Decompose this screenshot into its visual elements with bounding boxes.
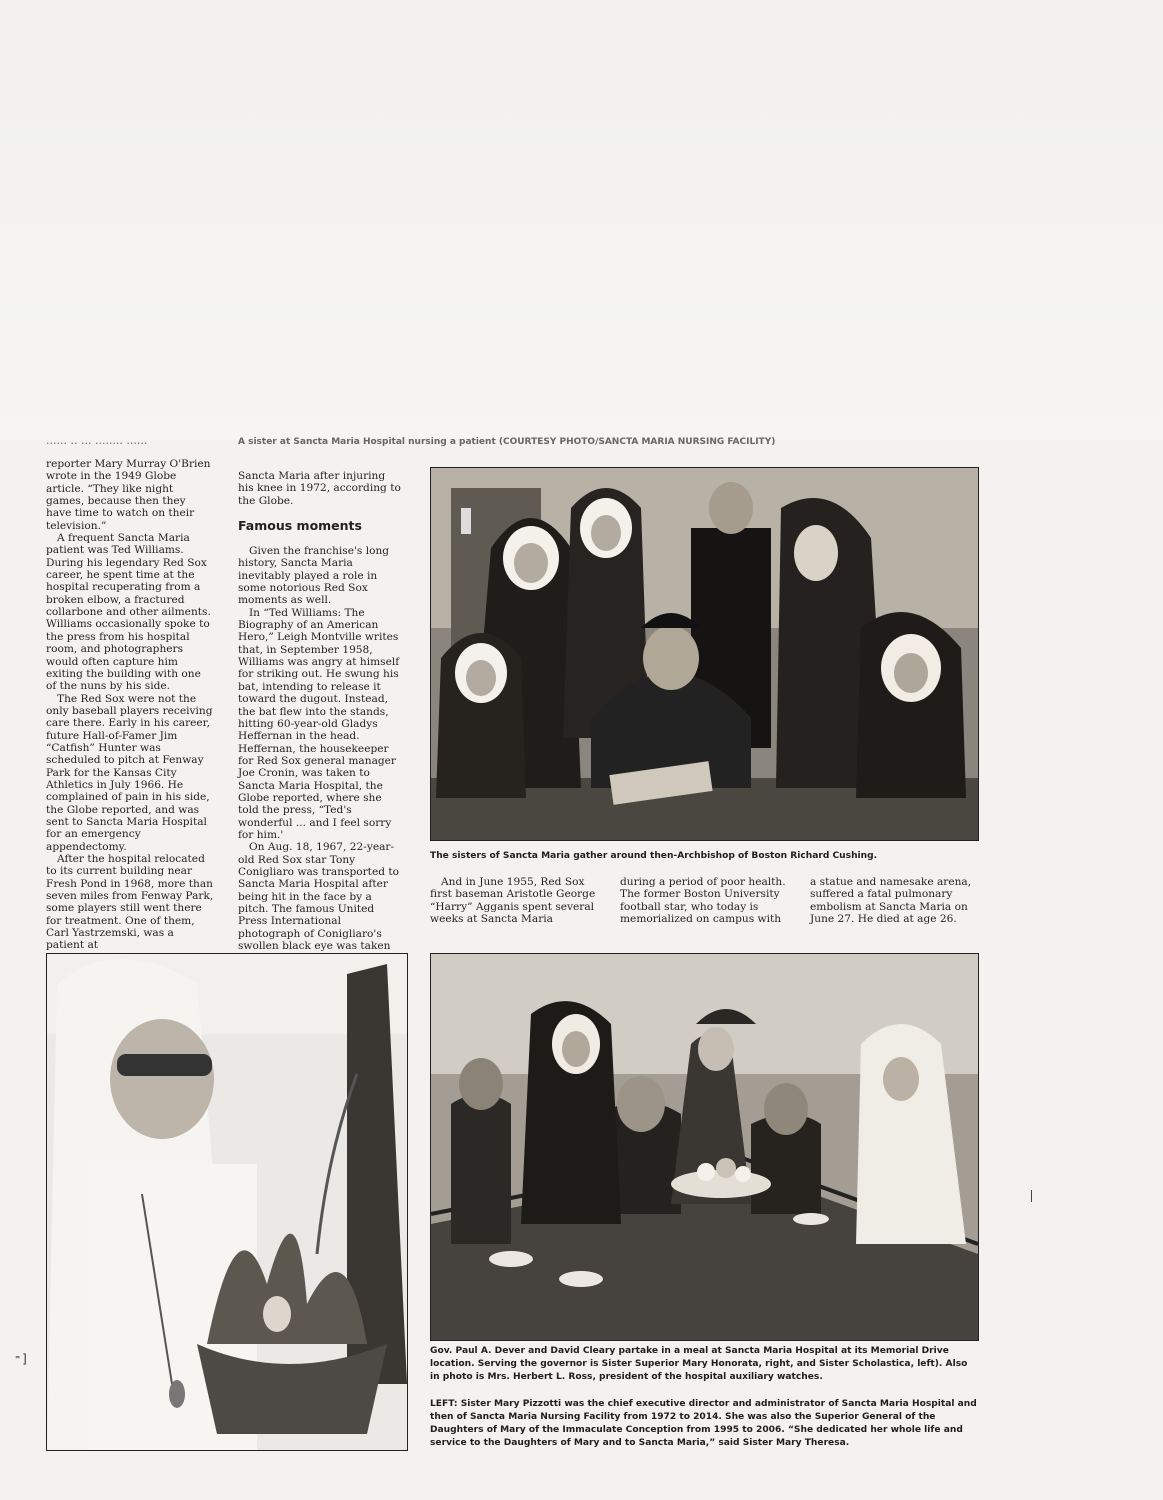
photo1-caption: The sisters of Sancta Maria gather around then-Archbishop of Boston Richard Cushing.	[430, 851, 878, 861]
photo-sisters-archbishop	[430, 467, 979, 841]
side-tick	[1031, 1190, 1032, 1202]
blank-top-area	[0, 0, 1163, 440]
col2-paragraph: In “Ted Williams: The Biography of an American Hero,” Leigh Montville writes that, in September 1958, Williams was angry at himself for striking out. He swung his bat, intending to release it toward the dugout. Instead, the bat flew into the stands, hitting 60-year-old Gladys Heffernan in the head. Heffernan, the housekeeper for Red Sox general manager Joe Cronin, was taken to Sancta Maria Hospital, the Globe reported, where she told the press, “Ted's wonderful ... and I feel sorry for him.'	[238, 606, 400, 841]
col1-paragraph: The Red Sox were not the only baseball players receiving care there. Early in his career, future Hall-of-Famer Jim “Catfish” Hunter was scheduled to pitch at Fenway Park for the Kansas City Athletics in July 1966. He complained of pain in his side, the Globe reported, and was sent to Sancta Maria Hospital for an emergency appendectomy.	[46, 692, 213, 853]
article-column-2	[238, 470, 404, 965]
col2-paragraph: On Aug. 18, 1967, 22-year-old Red Sox star Tony Conigliaro was transported to Sancta Maria Hospital after being hit in the face by a pitch. The famous United Press International photograph of Conigliaro's swollen black eye was taken	[238, 841, 399, 953]
article-column-1	[46, 458, 214, 952]
photo3-caption: Gov. Paul A. Dever and David Cleary partake in a meal at Sancta Maria Hospital at its Memorial Drive location. Serving the governor is Sister Superior Mary Honorata, right, and Sister Scholastica, left). Also in photo is Mrs. Herbert L. Ross, president of the hospital auxiliary watches.	[430, 1346, 968, 1382]
bottom-col-text: during a period of poor health. The former Boston University football star, who today is memorialized on campus with	[620, 876, 786, 926]
col1-paragraph: reporter Mary Murray O'Brien wrote in the 1949 Globe article. “They like night games, because then they have time to watch on their television.”	[46, 458, 211, 532]
photo2-caption: LEFT: Sister Mary Pizzotti was the chief executive director and administrator of Sancta Maria Hospital and then of Sancta Maria Nursing Facility from 1972 to 2014. She was also the Superior General of the Daughters of Mary of the Immaculate Conception from 1995 to 2006. “She dedicated her whole life and service to the Daughters of Mary and to Sancta Maria,” said Sister Mary Theresa.	[430, 1399, 977, 1448]
cut-caption-top: A sister at Sancta Maria Hospital nursing a patient (COURTESY PHOTO/SANCTA MARIA NURSING FACILITY)	[238, 437, 776, 447]
bottom-col-text: And in June 1955, Red Sox first baseman Aristotle George “Harry” Agganis spent several weeks at Sancta Maria	[430, 876, 596, 926]
col1-paragraph: After the hospital relocated to its current building near Fresh Pond in 1968, more than seven miles from Fenway Park, some players still went there for treatment. One of them, Carl Yastrzemski, was a patient at	[46, 853, 214, 952]
col2-lead: Sancta Maria after injuring his knee in 1972, according to the Globe.	[238, 470, 401, 507]
col2-paragraph: Given the franchise's long history, Sancta Maria inevitably played a role in some notorious Red Sox moments as well.	[238, 545, 390, 607]
bottom-col-text: a statue and namesake arena, suffered a fatal pulmonary embolism at Sancta Maria on June 27. He died at age 26.	[810, 876, 972, 926]
subhead-famous-moments: Famous moments	[238, 518, 362, 534]
cut-text-left: ...... .. ... ........ ......	[46, 434, 148, 447]
bottom-column-1	[430, 876, 600, 925]
bottom-column-2	[620, 876, 790, 925]
photo-sister-pizzotti	[46, 953, 408, 1451]
col1-paragraph: A frequent Sancta Maria patient was Ted Williams. During his legendary Red Sox career, he spent time at the hospital recuperating from a broken elbow, a fractured collarbone and other ailments. Williams occasionally spoke to the press from his hospital room, and photographers would often capture him exiting the building with one of the nuns by his side.	[46, 532, 211, 693]
bottom-column-3	[810, 876, 980, 925]
page-mark: ⁼]	[14, 1352, 29, 1366]
photo-governor-meal	[430, 953, 979, 1341]
